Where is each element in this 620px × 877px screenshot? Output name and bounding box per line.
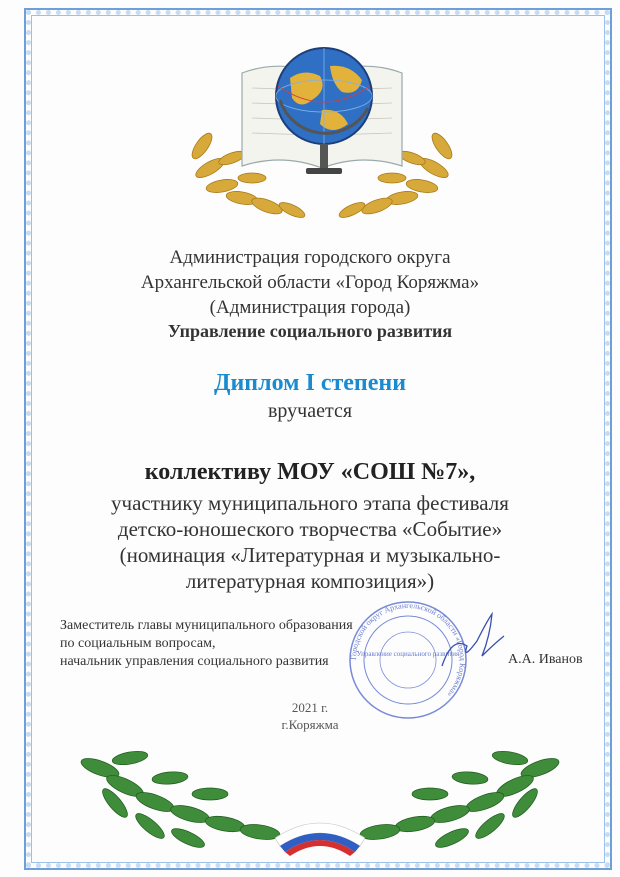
stamp-ring-text: Городской округ Архангельской области «Город Коряжма» [348,600,468,699]
recipient-name: коллективу МОУ «СОШ №7», [144,459,476,485]
laurel-branch-ribbon-icon [70,728,570,858]
globe-book-laurel-emblem-icon [172,18,472,228]
signatory-role-3: начальник управления социального развития [60,654,329,669]
header-line-4: Управление социального развития [167,321,453,341]
recipient-desc-3: (номинация «Литературная и музыкально- [119,543,501,567]
diploma-title: Диплом I степени [213,370,407,396]
header-line-1: Администрация городского округа [169,247,451,268]
signatory-name: А.А. Иванов [508,652,583,667]
signatory-role-2: по социальным вопросам, [60,636,216,651]
city-text: г.Коряжма [281,717,339,732]
recipient-desc-1: участнику муниципального этапа фестиваля [111,491,509,515]
awarded-text: вручается [267,400,353,422]
handwritten-signature-icon [432,606,512,676]
header-line-2: Архангельской области «Город Коряжма» [140,272,480,293]
recipient-desc-4: литературная композиция») [185,569,435,593]
year-text: 2021 г. [291,700,329,715]
stamp-center-text: Управление социального развития [356,650,460,658]
signatory-role-1: Заместитель главы муниципального образования [60,618,353,633]
recipient-desc-2: детско-юношеского творчества «Событие» [117,517,503,541]
header-line-3: (Администрация города) [209,297,411,318]
